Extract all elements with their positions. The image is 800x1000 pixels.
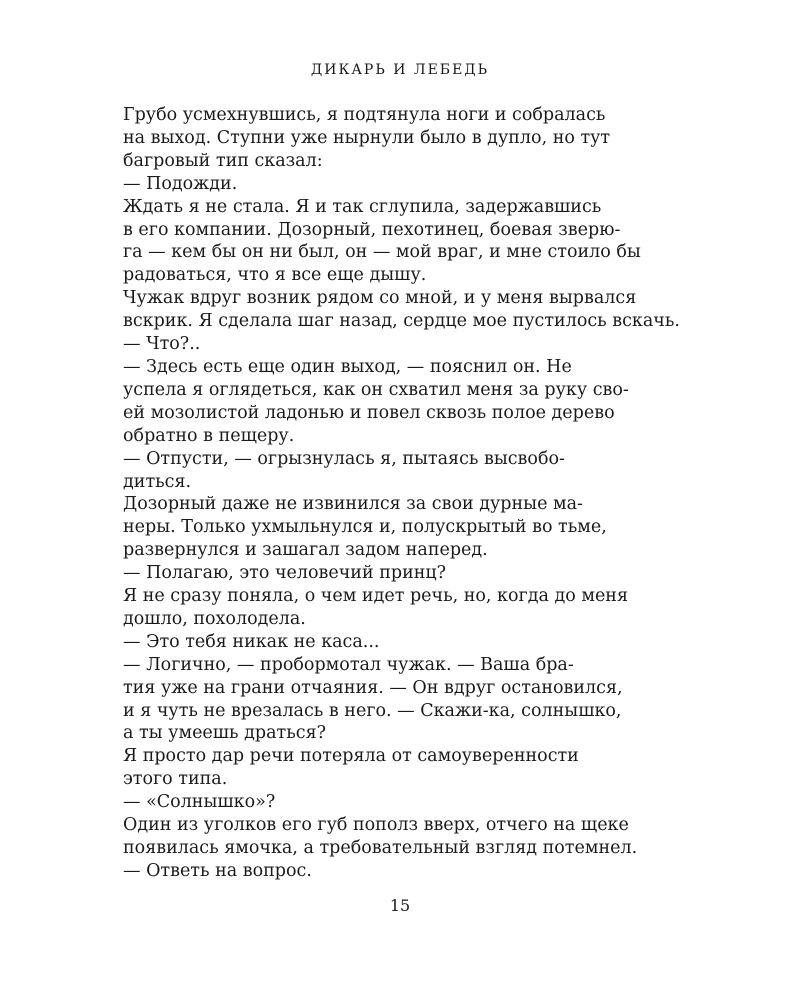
text-line: — Ответь на вопрос. (123, 860, 312, 881)
text-line: — Логично, — пробормотал чужак. — Ваша бра- (123, 654, 574, 675)
text-line: Ждать я не стала. Я и так сглупила, задержавшись (123, 196, 602, 217)
text-line: — Отпусти, — огрызнулась я, пытаясь высвобо- (123, 448, 565, 469)
text-line: радоваться, что я все еще дышу. (123, 265, 427, 286)
text-line: — Полагаю, это человечий принц? (123, 563, 447, 584)
text-line: га — кем бы он ни был, он — мой враг, и мне стоило бы (123, 242, 641, 263)
text-line: — Подожди. (123, 173, 238, 194)
text-line: вскрик. Я сделала шаг назад, сердце мое пустилось вскачь. (123, 311, 680, 332)
text-line: Чужак вдруг возник рядом со мной, и у меня вырвался (123, 288, 637, 309)
text-line: — Что?.. (123, 334, 201, 355)
text-line: развернулся и зашагал задом наперед. (123, 540, 488, 561)
text-line: ей мозолистой ладонью и повел сквозь полое дерево (123, 402, 615, 423)
text-line: тия уже на грани отчаяния. — Он вдруг остановился, (123, 677, 623, 698)
text-line: неры. Только ухмыльнулся и, полускрытый во тьме, (123, 517, 607, 538)
text-line: на выход. Ступни уже нырнули было в дупло, но тут (123, 127, 611, 148)
text-line: и я чуть не врезалась в него. — Скажи-ка, солнышко, (123, 700, 622, 721)
text-line: — «Солнышко»? (123, 792, 276, 813)
text-line: появилась ямочка, а требовательный взгляд потемнел. (123, 838, 638, 858)
text-line: — Здесь есть еще один выход, — пояснил он. Не (123, 356, 572, 377)
text-line: Грубо усмехнувшись, я подтянула ноги и собралась (123, 105, 606, 125)
text-line: багровый тип сказал: (123, 150, 323, 171)
text-line: дошло, похолодела. (123, 608, 306, 629)
text-line: Дозорный даже не извинился за свои дурные ма- (123, 494, 583, 515)
text-line: Я не сразу поняла, о чем идет речь, но, когда до меня (123, 586, 629, 607)
text-line: обратно в пещеру. (123, 425, 295, 446)
text-line: этого типа. (123, 769, 228, 790)
text-line: а ты умеешь драться? (123, 723, 326, 744)
text-line: — Это тебя никак не каса... (123, 631, 380, 652)
text-line: успела я оглядеться, как он схватил меня за руку сво- (123, 379, 629, 400)
page-number: 15 (389, 896, 411, 915)
text-line: в его компании. Дозорный, пехотинец, боевая зверю- (123, 219, 621, 240)
running-head: ДИКАРЬ И ЛЕБЕДЬ (310, 62, 490, 78)
text-line: Один из уголков его губ пополз вверх, отчего на щеке (123, 815, 629, 836)
text-line: Я просто дар речи потеряла от самоуверенности (123, 746, 579, 767)
body-text (123, 104, 680, 883)
text-line: диться. (123, 471, 192, 492)
